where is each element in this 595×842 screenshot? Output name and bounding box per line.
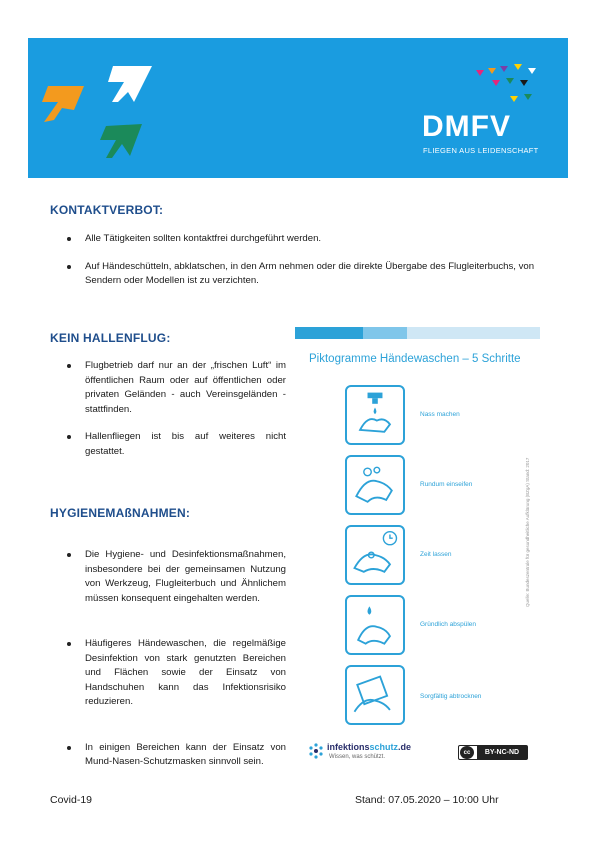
footer-left: Covid-19 [50,794,93,806]
step-label: Rundum einseifen [420,481,473,488]
kontaktverbot-list [64,232,544,302]
cc-license-badge [458,745,528,760]
creative-commons-icon: cc [460,746,474,759]
towel-hands-icon [345,665,405,725]
list-item: Flugbetrieb darf nur an der „frischen Luft“ im öffentlichen Raum oder auf öffentlichen oder privaten Geländen - auch Vereinsgeländen - stattfinden. [64,359,286,417]
source-note: Quelle: Bundeszentrale für gesundheitliche Aufklärung (BZgA) Stand: 2017 [525,457,530,607]
brand-tagline: FLIEGEN AUS LEIDENSCHAFT [423,146,539,155]
handwashing-pictogram [295,327,545,767]
dmfv-brand [414,60,554,170]
header-banner [28,38,568,178]
step-label: Nass machen [420,411,460,418]
infektionsschutz-dots-icon [307,742,325,760]
soap-hands-icon [345,455,405,515]
hallenflug-list [64,359,286,472]
hygiene-list [64,548,286,783]
step-label: Gründlich abspülen [420,621,477,628]
list-item: Alle Tätigkeiten sollten kontaktfrei durchgeführt werden. [64,232,544,247]
clock-hands-icon [345,525,405,585]
heading-hallenflug: KEIN HALLENFLUG: [50,331,171,345]
list-item: In einigen Bereichen kann der Einsatz von Mund-Nasen-Schutzmasken sinnvoll sein. [64,741,286,770]
list-item: Auf Händeschütteln, abklatschen, in den Arm nehmen oder die direkte Übergabe des Flugleiterbuchs, von Sendern oder Modellen ist zu verzichten. [64,260,544,289]
list-item: Hallenfliegen ist bis auf weiteres nicht gestattet. [64,430,286,459]
infektionsschutz-name: infektionsschutz.de [327,742,412,752]
list-item: Die Hygiene- und Desinfektionsmaßnahmen, insbesondere bei der gemeinsamen Nutzung von Werkzeug, Flugleiterbuch und Ähnlichem müssen konsequent eingehalten werden. [64,548,286,606]
heading-kontaktverbot: KONTAKTVERBOT: [50,203,164,217]
infektionsschutz-slogan: Wissen, was schützt. [329,754,386,760]
pictogram-title: Piktogramme Händewaschen – 5 Schritte [309,353,521,365]
list-item: Häufigeres Händewaschen, die regelmäßige Desinfektion von stark genutzten Bereichen und Flächen sowie der Einsatz von Handschuhen kann das Infektionsrisiko reduzieren. [64,637,286,710]
step-label: Zeit lassen [420,551,452,558]
pictogram-header-bar [295,327,540,339]
faucet-hands-icon [345,385,405,445]
brand-name: DMFV [422,110,511,143]
step-label: Sorgfältig abtrocknen [420,693,482,700]
dmfv-arrows-logo [28,38,168,178]
footer-right: Stand: 07.05.2020 – 10:00 Uhr [355,794,499,806]
colored-flags-icon [470,62,550,112]
license-label: BY-NC-ND [477,746,527,759]
heading-hygiene: HYGIENEMAßNAHMEN: [50,506,191,520]
rinse-hands-icon [345,595,405,655]
